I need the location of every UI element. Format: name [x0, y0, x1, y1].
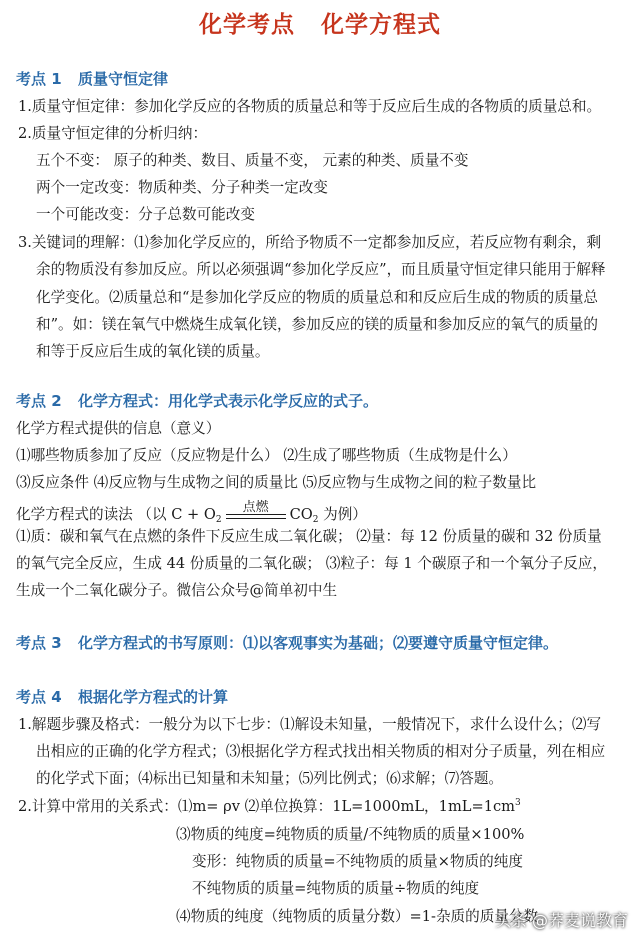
s1-line-2: 2.质量守恒定律的分析归纳： [18, 125, 208, 142]
section-2-number: 考点 2 [16, 392, 62, 410]
watermark: 头条 @荞麦说教育 [494, 911, 628, 930]
ignite-condition: 点燃 [226, 496, 286, 515]
s2-equation-lead: 化学方程式的读法 （以 C + O [16, 506, 216, 523]
s1-line-8: 化学变化。⑵质量总和“是参加化学反应的物质的质量总和和反应后生成的物质的质量总 [36, 289, 599, 306]
s4-line-5: ⑶物质的纯度=纯物质的质量/不纯物质的质量×100% [176, 826, 525, 843]
section-2-title: 化学方程式：用化学式表示化学反应的式子。 [78, 392, 379, 410]
s1-line-6: 3.关键词的理解：⑴参加化学反应的，所给予物质不一定都参加反应，若反应物有剩余，剩 [18, 234, 602, 251]
s2-line-5: ⑴质：碳和氧气在点燃的条件下反应生成二氧化碳； ⑵量：每 12 份质量的碳和 32 份质量 [16, 528, 602, 545]
s4-line-1: 1.解题步骤及格式：一般分为以下七步：⑴解设未知量，一般情况下，求什么设什么；⑵写 [18, 716, 602, 733]
s4-line-6: 变形：纯物质的质量=不纯物质的质量×物质的纯度 [192, 853, 523, 870]
s2-line-7: 生成一个二氧化碳分子。微信公众号@简单初中生 [16, 582, 338, 599]
s4-relations: 2.计算中常用的关系式：⑴m= ρv ⑵单位换算：1L=1000mL，1mL=1cm [18, 798, 515, 815]
s2-equation-tail: 为例） [318, 506, 367, 523]
page-title-part2: 化学方程式 [321, 12, 441, 38]
s4-line-4 [18, 795, 521, 816]
section-2-heading [16, 390, 378, 411]
s1-line-3: 五个不变： 原子的种类、数目、质量不变， 元素的种类、质量不变 [36, 152, 469, 169]
section-1-title: 质量守恒定律 [78, 70, 169, 88]
s2-o2-subscript: 2 [215, 515, 222, 525]
section-4-title: 根据化学方程式的计算 [78, 688, 229, 706]
s2-line-1: 化学方程式提供的信息（意义） [16, 420, 221, 437]
s1-line-7: 余的物质没有参加反应。所以必须强调“参加化学反应”，而且质量守恒定律只能用于解释 [36, 261, 606, 278]
section-4-number: 考点 4 [16, 688, 62, 706]
s2-line-3: ⑶反应条件 ⑷反应物与生成物之间的质量比 ⑸反应物与生成物之间的粒子数量比 [16, 474, 537, 491]
s1-line-1: 1.质量守恒定律：参加化学反应的各物质的质量总和等于反应后生成的各物质的质量总和。 [18, 98, 602, 115]
s2-co2: CO [289, 506, 313, 523]
s1-line-10: 和等于反应后生成的氧化镁的质量。 [36, 343, 270, 360]
s4-line-8: ⑷物质的纯度（纯物质的质量分数）=1-杂质的质量分数 [176, 908, 539, 925]
section-4-heading [16, 686, 228, 707]
s1-line-9: 和”。如：镁在氧气中燃烧生成氧化镁，参加反应的镁的质量和参加反应的氧气的质量的 [36, 316, 599, 333]
section-3-heading [16, 632, 558, 653]
s2-line-2: ⑴哪些物质参加了反应（反应物是什么） ⑵生成了哪些物质（生成物是什么） [16, 447, 517, 464]
s2-line-6: 的氧气完全反应，生成 44 份质量的二氧化碳； ⑶粒子：每 1 个碳原子和一个氧分子反应， [16, 555, 608, 572]
section-3-title: 化学方程式的书写原则：⑴以客观事实为基础；⑵要遵守质量守恒定律。 [78, 634, 559, 652]
s1-line-4: 两个一定改变：物质种类、分子种类一定改变 [36, 179, 328, 196]
s4-line-7: 不纯物质的质量=纯物质的质量÷物质的纯度 [192, 880, 480, 897]
s2-co2-subscript: 2 [312, 515, 319, 525]
s4-line-2: 出相应的正确的化学方程式；⑶根据化学方程式找出相关物质的相对分子质量，列在相应 [36, 743, 606, 760]
s2-equation-line [16, 496, 367, 525]
section-1-heading [16, 68, 168, 89]
s4-cm3-superscript: 3 [515, 798, 521, 808]
section-3-number: 考点 3 [16, 634, 62, 652]
page-title-part1: 化学考点 [199, 12, 295, 38]
s4-line-3: 的化学式下面；⑷标出已知量和未知量；⑸列比例式；⑹求解；⑺答题。 [36, 770, 504, 787]
page-title [0, 6, 640, 39]
section-1-number: 考点 1 [16, 70, 62, 88]
s1-line-5: 一个可能改变：分子总数可能改变 [36, 206, 255, 223]
